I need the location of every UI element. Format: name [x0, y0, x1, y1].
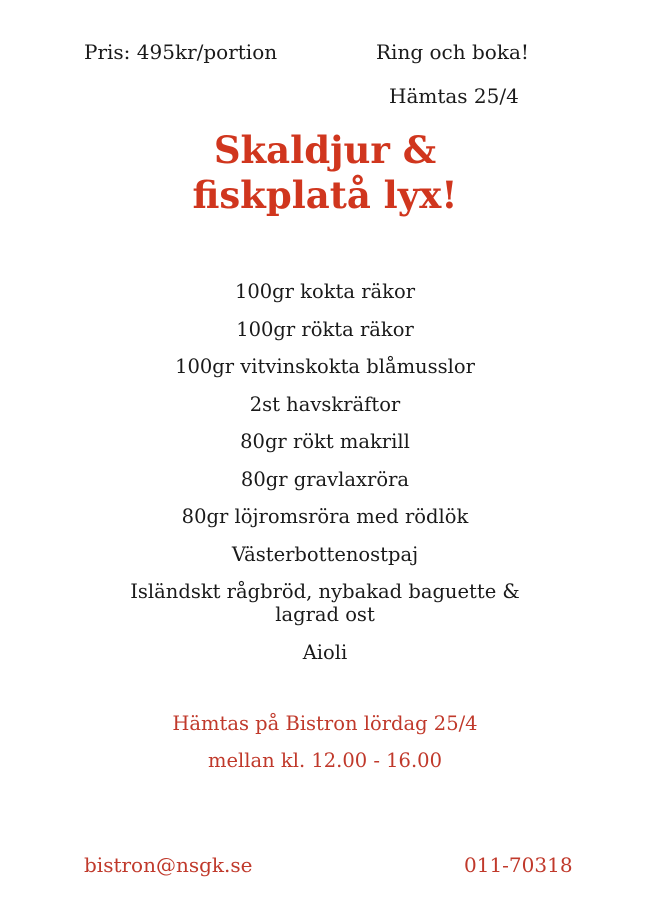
menu-item: Aioli [302, 640, 348, 664]
title-line-1: Skaldjur & [213, 128, 437, 172]
menu-item: Västerbottenostpaj [231, 542, 419, 566]
call-to-book-text: Ring och boka! [376, 40, 529, 64]
pickup-line-2: mellan kl. 12.00 - 16.00 [208, 749, 442, 772]
menu-item-bread [40, 580, 610, 626]
menu-item: 80gr löjromsröra med rödlök [181, 505, 469, 528]
pickup-info [0, 705, 650, 779]
pickup-line-1: Hämtas på Bistron lördag 25/4 [172, 712, 478, 735]
menu-item: 80gr rökt makrill [240, 430, 410, 453]
menu-list [40, 280, 610, 678]
email-text: bistron@nsgk.se [84, 853, 253, 877]
phone-number: 011-70318 [464, 853, 573, 877]
menu-item: 2st havskräftor [249, 392, 401, 416]
price-text: Pris: 495kr/portion [84, 40, 278, 64]
menu-item: 100gr vitvinskokta blåmusslor [175, 355, 475, 378]
page-title [0, 128, 650, 218]
title-line-2: fiskplatå lyx! [192, 173, 458, 217]
menu-item: 80gr gravlaxröra [240, 467, 410, 491]
menu-item-line-1: Isländskt rågbröd, nybakad baguette & [130, 580, 520, 603]
menu-item: 100gr rökta räkor [236, 317, 414, 341]
menu-item-line-2: lagrad ost [275, 603, 375, 626]
pickup-date-text: Hämtas 25/4 [389, 84, 519, 108]
menu-item: 100gr kokta räkor [234, 280, 416, 303]
